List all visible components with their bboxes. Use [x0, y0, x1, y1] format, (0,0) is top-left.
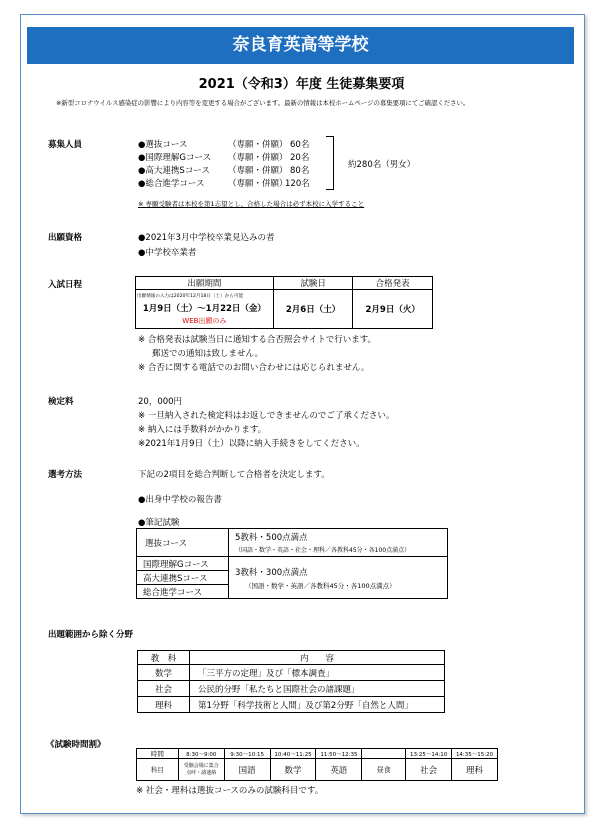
recruit-note: ※ 専願受験者は本校を第1志望とし、合格した場合は必ず本校に入学すること	[138, 200, 365, 208]
subject-cell: 社会	[406, 759, 452, 781]
course-kodai-count: 80名	[290, 166, 310, 176]
covid-notice: ※新型コロナウイルス感染症の影響により内容等を変更する場合がございます。最新の情報は本校ホームページの募集要項にてご確認ください。	[56, 99, 470, 107]
brace	[326, 136, 334, 190]
fee-note-2: ※ 納入には手数料がかかります。	[138, 425, 267, 435]
schedule-label: 入試日程	[48, 280, 83, 290]
timetable-label: 《試験時間割》	[46, 740, 106, 750]
excluded-table	[137, 650, 445, 713]
subject-cell: 受験会場に集合 点呼・諸連絡	[178, 759, 224, 781]
timetable-time-header: 時間	[137, 749, 179, 759]
time-cell: 11:50〜12:35	[316, 749, 362, 759]
schedule-note-2: 郵送での通知は致しません。	[152, 349, 264, 359]
fee-note-1: ※ 一旦納入された検定料はお返しできませんのでご了承ください。	[138, 411, 395, 421]
fee-note-3: ※2021年1月9日（土）以降に納入手続きをしてください。	[138, 439, 365, 449]
course-sogo-type: （専願・併願）	[228, 179, 288, 189]
course-senbatsu-type: （専願・併願）	[228, 140, 288, 150]
course-kodai-cell: 高大連携Sコース	[137, 571, 229, 585]
selection-item-2: ●筆記試験	[138, 518, 180, 528]
excluded-header-subject: 教 科	[138, 651, 190, 665]
other-detail: 3教科・300点満点	[235, 567, 308, 578]
selection-item-1: ●出身中学校の報告書	[138, 495, 222, 505]
other-detail-cell	[229, 557, 448, 599]
fee-amount: 20，000円	[138, 397, 183, 407]
course-senbatsu: ●選抜コース	[138, 140, 188, 150]
schedule-note-3: ※ 合否に関する電話でのお問い合わせには応じられません。	[138, 363, 370, 373]
course-sogo-count: 120名	[285, 179, 310, 189]
course-kokusai: ●国際理解Gコース	[138, 153, 212, 163]
recruit-total: 約280名（男女）	[348, 160, 416, 170]
timetable-note: ※ 社会・理科は選抜コースのみの試験科目です。	[136, 786, 324, 796]
school-name-banner: 奈良育英高等学校	[27, 27, 574, 64]
eligibility-label: 出願資格	[48, 233, 83, 243]
written-exam-table	[136, 528, 448, 599]
time-cell: 14:35〜15:20	[452, 749, 498, 759]
senbatsu-detail-cell	[229, 529, 448, 557]
timetable-subject-header: 科目	[137, 759, 179, 781]
subject-cell: 理科	[452, 759, 498, 781]
course-kokusai-count: 20名	[290, 153, 310, 163]
course-kodai: ●高大連携Sコース	[138, 166, 210, 176]
selection-label: 選考方法	[48, 470, 83, 480]
excluded-subject: 理科	[138, 697, 190, 713]
course-kokusai-type: （専願・併願）	[228, 153, 288, 163]
time-cell-lunch	[362, 749, 406, 759]
excluded-content: 「三平方の定理」及び「標本調査」	[190, 665, 445, 681]
period-cell	[136, 290, 274, 329]
header-result-date: 合格発表	[353, 277, 433, 290]
recruit-label: 募集人員	[48, 140, 83, 150]
eligibility-item-2: ●中学校卒業者	[138, 248, 197, 258]
eligibility-item-1: ●2021年3月中学校卒業見込みの者	[138, 233, 275, 243]
period-note: 出願情報の入力は2020年12月18日（土）から可能	[137, 293, 244, 299]
time-cell: 10:40〜11:25	[270, 749, 316, 759]
header-period: 出願期間	[136, 277, 274, 290]
course-sogo-cell: 総合進学コース	[137, 585, 229, 599]
subject-cell: 数学	[270, 759, 316, 781]
subject-cell: 英語	[316, 759, 362, 781]
excluded-subject: 数学	[138, 665, 190, 681]
period-value: 1月9日（土）〜1月22日（金）	[142, 303, 266, 314]
other-sub: （国語・数学・英語／各教科45分・各100点満点）	[245, 581, 396, 590]
schedule-note-1: ※ 合格発表は試験当日に通知する合否照会サイトで行います。	[138, 335, 377, 345]
time-cell: 13:25〜14:10	[406, 749, 452, 759]
web-only-note: WEB出願のみ	[182, 316, 227, 325]
timetable-table	[136, 748, 498, 781]
schedule-table	[135, 276, 433, 329]
excluded-subject: 社会	[138, 681, 190, 697]
result-date: 2月9日（火）	[353, 290, 433, 329]
course-senbatsu-cell: 選抜コース	[137, 529, 229, 557]
fee-label: 検定料	[48, 397, 74, 407]
time-cell: 8:30〜9:00	[178, 749, 224, 759]
excluded-content: 第1分野「科学技術と人間」及び第2分野「自然と人間」	[190, 697, 445, 713]
excluded-content: 公民的分野「私たちと国際社会の諸課題」	[190, 681, 445, 697]
course-senbatsu-count: 60名	[290, 140, 310, 150]
course-kodai-type: （専願・併願）	[228, 166, 288, 176]
course-kokusai-cell: 国際理解Gコース	[137, 557, 229, 571]
subject-cell-lunch: 昼食	[362, 759, 406, 781]
selection-intro: 下記の2項目を総合判断して合格者を決定します。	[138, 470, 330, 480]
page-title: 2021（令和3）年度 生徒募集要項	[198, 77, 405, 92]
header-exam-date: 試験日	[273, 277, 353, 290]
subject-cell: 国語	[224, 759, 270, 781]
excluded-header-content: 内 容	[190, 651, 445, 665]
course-sogo: ●総合進学コース	[138, 179, 205, 189]
excluded-label: 出題範囲から除く分野	[48, 630, 134, 640]
exam-date: 2月6日（土）	[273, 290, 353, 329]
time-cell: 9:30〜10:15	[224, 749, 270, 759]
senbatsu-detail: 5教科・500点満点	[235, 533, 308, 543]
senbatsu-sub: （国語・数学・英語・社会・理科／各教科45分・各100点満点）	[235, 547, 411, 554]
